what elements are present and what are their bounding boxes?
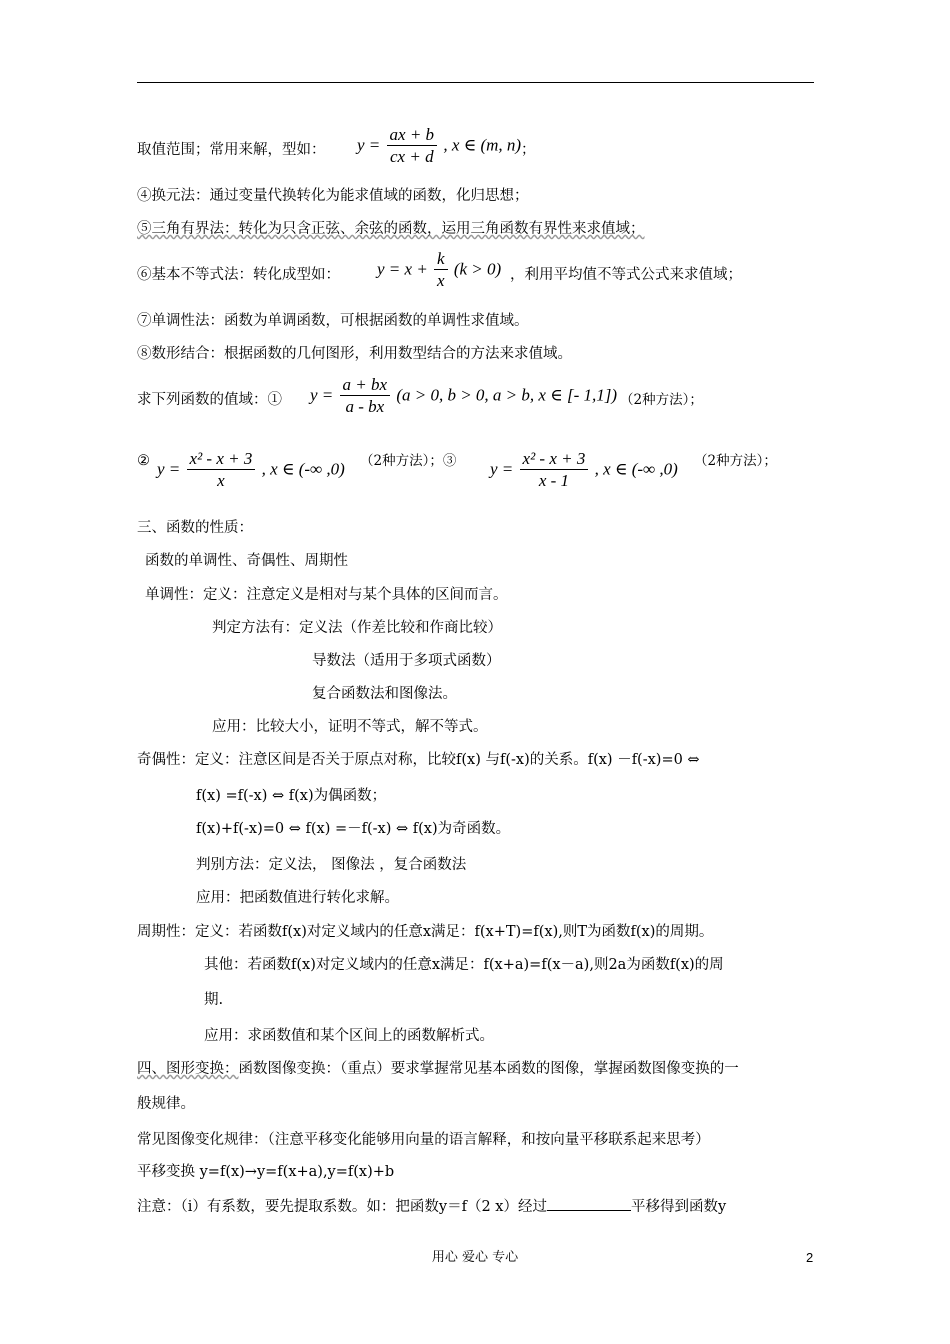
parity-judge: 判别方法：定义法， 图像法 ，复合函数法	[196, 857, 467, 873]
monotonic-judge-1: 判定方法有：定义法（作差比较和作商比较）	[212, 620, 502, 636]
method-trig-bound: ⑤三角有界法：转化为只含正弦、余弦的函数，运用三角函数有界性来求值域；	[137, 221, 645, 237]
formula-exercise-3	[490, 448, 678, 491]
formula-lhs: y =	[157, 459, 181, 479]
formula-lhs: y = x +	[377, 259, 428, 279]
parity-use: 应用：把函数值进行转化求解。	[196, 890, 399, 906]
denominator: cx + d	[390, 147, 434, 166]
parity-even: f(x) =f(-x) ⇔ f(x)为偶函数；	[196, 788, 387, 804]
formula-exercise-2	[157, 448, 345, 491]
period-other-cont: 期.	[204, 992, 224, 1008]
numerator: x² - x + 3	[520, 448, 589, 470]
method-substitution: ④换元法：通过变量代换转化为能求值域的函数，化归思想；	[137, 188, 529, 204]
denominator: a - bx	[345, 397, 385, 416]
numerator: a + bx	[340, 374, 391, 396]
numerator: k	[434, 248, 448, 270]
monotonic-definition: 单调性：定义：注意定义是相对与某个具体的区间而言。	[145, 587, 508, 603]
formula-lhs: y =	[310, 385, 334, 405]
denominator: x	[437, 271, 445, 290]
answer-blank[interactable]	[547, 1196, 631, 1211]
shift-transform: 平移变换 y=f(x)→y=f(x+a),y=f(x)+b	[137, 1164, 395, 1180]
formula-k-over-x	[377, 248, 501, 291]
exercise-note-2: （2种方法）；③	[360, 453, 457, 469]
exercise-intro: 求下列函数的值域：①	[137, 392, 282, 408]
fraction	[187, 448, 256, 491]
formula-lhs: y =	[357, 135, 381, 155]
period-use: 应用：求函数值和某个区间上的函数解析式。	[204, 1028, 494, 1044]
monotonic-judge-2: 导数法（适用于多项式函数）	[312, 653, 501, 669]
header-rule	[137, 82, 814, 83]
method-inequality: ⑥基本不等式法：转化成型如：	[137, 267, 340, 283]
section-3-title: 三、函数的性质：	[137, 520, 253, 536]
period-other: 其他：若函数f(x)对定义域内的任意x满足：f(x+a)=f(x－a),则2a为函数f(x)的周	[204, 957, 724, 973]
section-4-text-cont: 般规律。	[137, 1096, 195, 1112]
formula-ax-b	[357, 124, 521, 167]
fraction	[387, 124, 438, 167]
range-end: ；	[521, 142, 536, 158]
page-number: 2	[806, 1250, 814, 1265]
period-definition: 周期性：定义：若函数f(x)对定义域内的任意x满足：f(x+T)=f(x),则T为函数f(x)的周期。	[137, 924, 714, 940]
formula-tail: , x ∈ (-∞ ,0)	[594, 459, 678, 479]
range-line	[137, 140, 326, 160]
method-monotonic: ⑦单调性法：函数为单调函数，可根据函数的单调性求值域。	[137, 313, 529, 329]
denominator: x - 1	[538, 471, 570, 490]
parity-definition: 奇偶性：定义：注意区间是否关于原点对称，比较f(x) 与f(-x)的关系。f(x) －f(-x)=0 ⇔	[137, 752, 700, 768]
method-graph: ⑧数形结合：根据函数的几何图形，利用数型结合的方法来求值域。	[137, 346, 572, 362]
section-4-text: 函数图像变换：（重点）要求掌握常见基本函数的图像，掌握函数图像变换的一	[238, 1061, 739, 1077]
formula-exercise-1	[310, 374, 617, 417]
fraction	[520, 448, 589, 491]
formula-tail: , x ∈ (-∞ ,0)	[261, 459, 345, 479]
note-text: 注意：（ⅰ）有系数，要先提取系数。如：把函数y＝f（2 x）经过	[137, 1199, 547, 1215]
numerator: x² - x + 3	[187, 448, 256, 470]
exercise-2-marker: ②	[137, 453, 150, 469]
common-rules: 常见图像变化规律：（注意平移变化能够用向量的语言解释，和按向量平移联系起来思考）	[137, 1132, 710, 1148]
fraction	[434, 248, 448, 291]
note-line	[137, 1196, 726, 1217]
formula-tail: (a > 0, b > 0, a > b, x ∈ [- 1,1])	[396, 385, 618, 405]
monotonic-use: 应用：比较大小，证明不等式，解不等式。	[212, 719, 488, 735]
fraction	[340, 374, 391, 417]
formula-tail: (k > 0)	[453, 259, 502, 279]
monotonic-judge-3: 复合函数法和图像法。	[312, 686, 457, 702]
range-text: 取值范围；常用来解，型如：	[137, 142, 326, 158]
parity-odd: f(x)+f(-x)=0 ⇔ f(x) =－f(-x) ⇔ f(x)为奇函数。	[196, 821, 511, 837]
formula-lhs: y =	[490, 459, 514, 479]
formula-tail: , x ∈ (m, n)	[443, 135, 522, 155]
section-4-title: 四、图形变换：	[137, 1061, 239, 1077]
section-4-line	[137, 1059, 739, 1079]
exercise-note-1: （2种方法）；	[620, 392, 703, 408]
exercise-note-3: （2种方法）；	[694, 453, 777, 469]
note-text-end: 平移得到函数y	[630, 1199, 727, 1215]
denominator: x	[217, 471, 225, 490]
numerator: ax + b	[387, 124, 438, 146]
method-inequality-end: ，利用平均值不等式公式来求值域；	[510, 267, 742, 283]
footer-motto: 用心 爱心 专心	[431, 1250, 519, 1265]
section-3-subtitle: 函数的单调性、奇偶性、周期性	[145, 553, 348, 569]
